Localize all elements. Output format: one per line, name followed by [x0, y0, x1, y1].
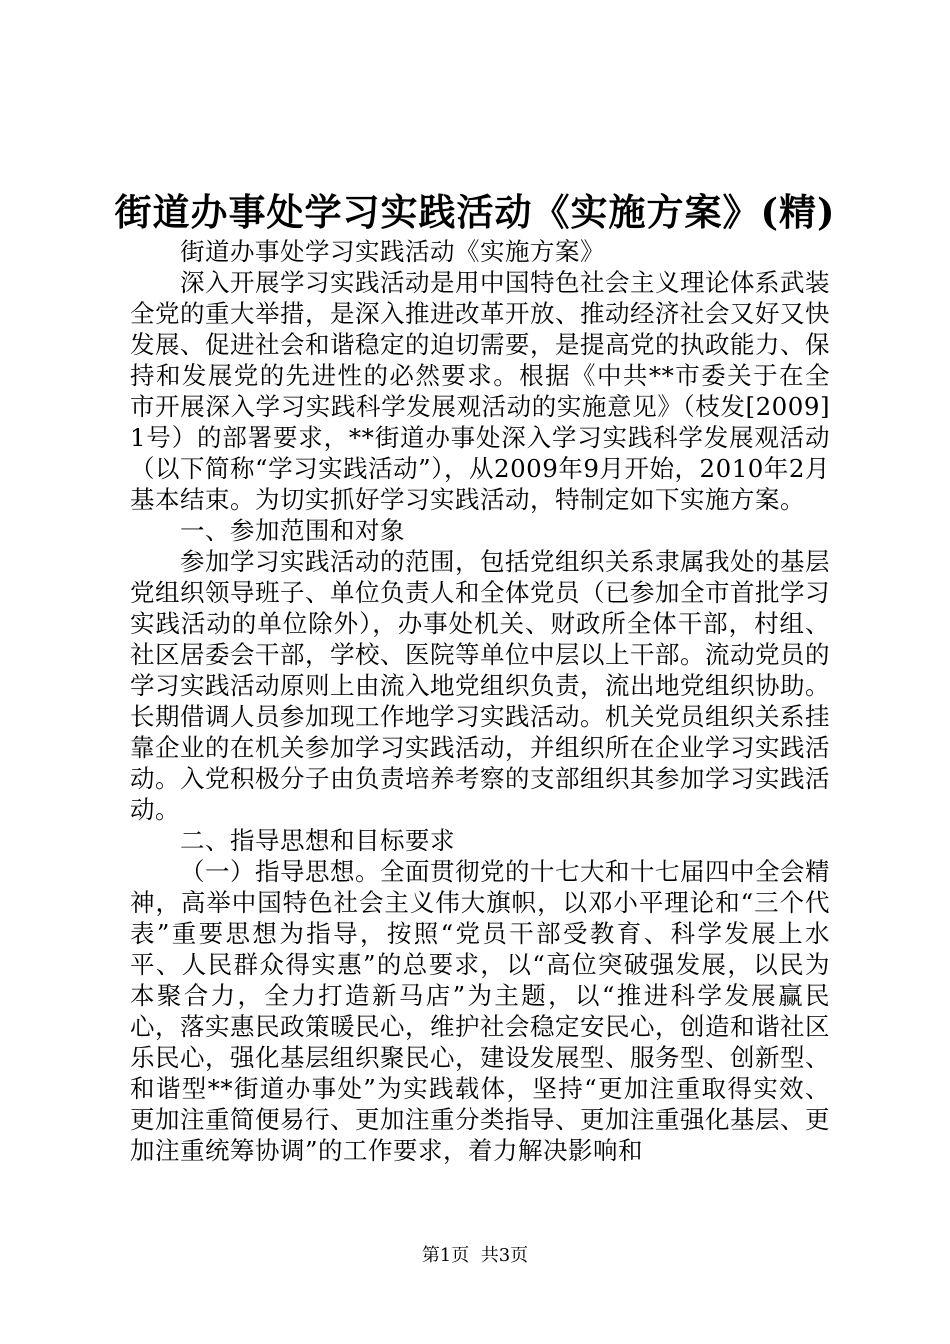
paragraph-intro: 深入开展学习实践活动是用中国特色社会主义理论体系武装全党的重大举措，是深入推进改革开放、推动经济社会又好又快发展、促进社会和谐稳定的迫切需要，是提高党的执政能力、保持和发展党的先进性的必然要求。根据《中共**市委关于在全市开展深入学习实践科学发展观活动的实施意见》（枝发[2009]1号）的部署要求，**街道办事处深入学习实践科学发展观活动（以下简称“学习实践活动”），从2009年9月开始，2010年2月基本结束。为切实抓好学习实践活动，特制定如下实施方案。 [130, 268, 830, 514]
paragraph-scope: 参加学习实践活动的范围，包括党组织关系隶属我处的基层党组织领导班子、单位负责人和全体党员（已参加全市首批学习实践活动的单位除外），办事处机关、财政所全体干部，村组、社区居委会干部，学校、医院等单位中层以上干部。流动党员的学习实践活动原则上由流入地党组织负责，流出地党组织协助。长期借调人员参加现工作地学习实践活动。机关党员组织关系挂靠企业的在机关参加学习实践活动，并组织所在企业学习实践活动。入党积极分子由负责培养考察的支部组织其参加学习实践活动。 [130, 547, 830, 824]
document-subtitle: 街道办事处学习实践活动《实施方案》 [180, 237, 605, 266]
document-title: 街道办事处学习实践活动《实施方案》(精) [114, 190, 836, 234]
section-heading-scope: 一、参加范围和对象 [180, 516, 405, 545]
document-body [130, 236, 830, 1166]
page-footer: 第1页 共3页 [421, 1245, 529, 1266]
section-heading-guidance: 二、指导思想和目标要求 [180, 826, 455, 855]
paragraph-guidance: （一）指导思想。全面贯彻党的十七大和十七届四中全会精神，高举中国特色社会主义伟大旗帜，以邓小平理论和“三个代表”重要思想为指导，按照“党员干部受教育、科学发展上水平、人民群众得实惠”的总要求，以“高位突破强发展，以民为本聚合力，全力打造新马店”为主题，以“推进科学发展赢民心，落实惠民政策暖民心，维护社会稳定安民心，创造和谐社区乐民心，强化基层组织聚民心，建设发展型、服务型、创新型、和谐型**街道办事处”为实践载体，坚持“更加注重取得实效、更加注重简便易行、更加注重分类指导、更加注重强化基层、更加注重统筹协调”的工作要求，着力解决影响和 [130, 857, 830, 1165]
